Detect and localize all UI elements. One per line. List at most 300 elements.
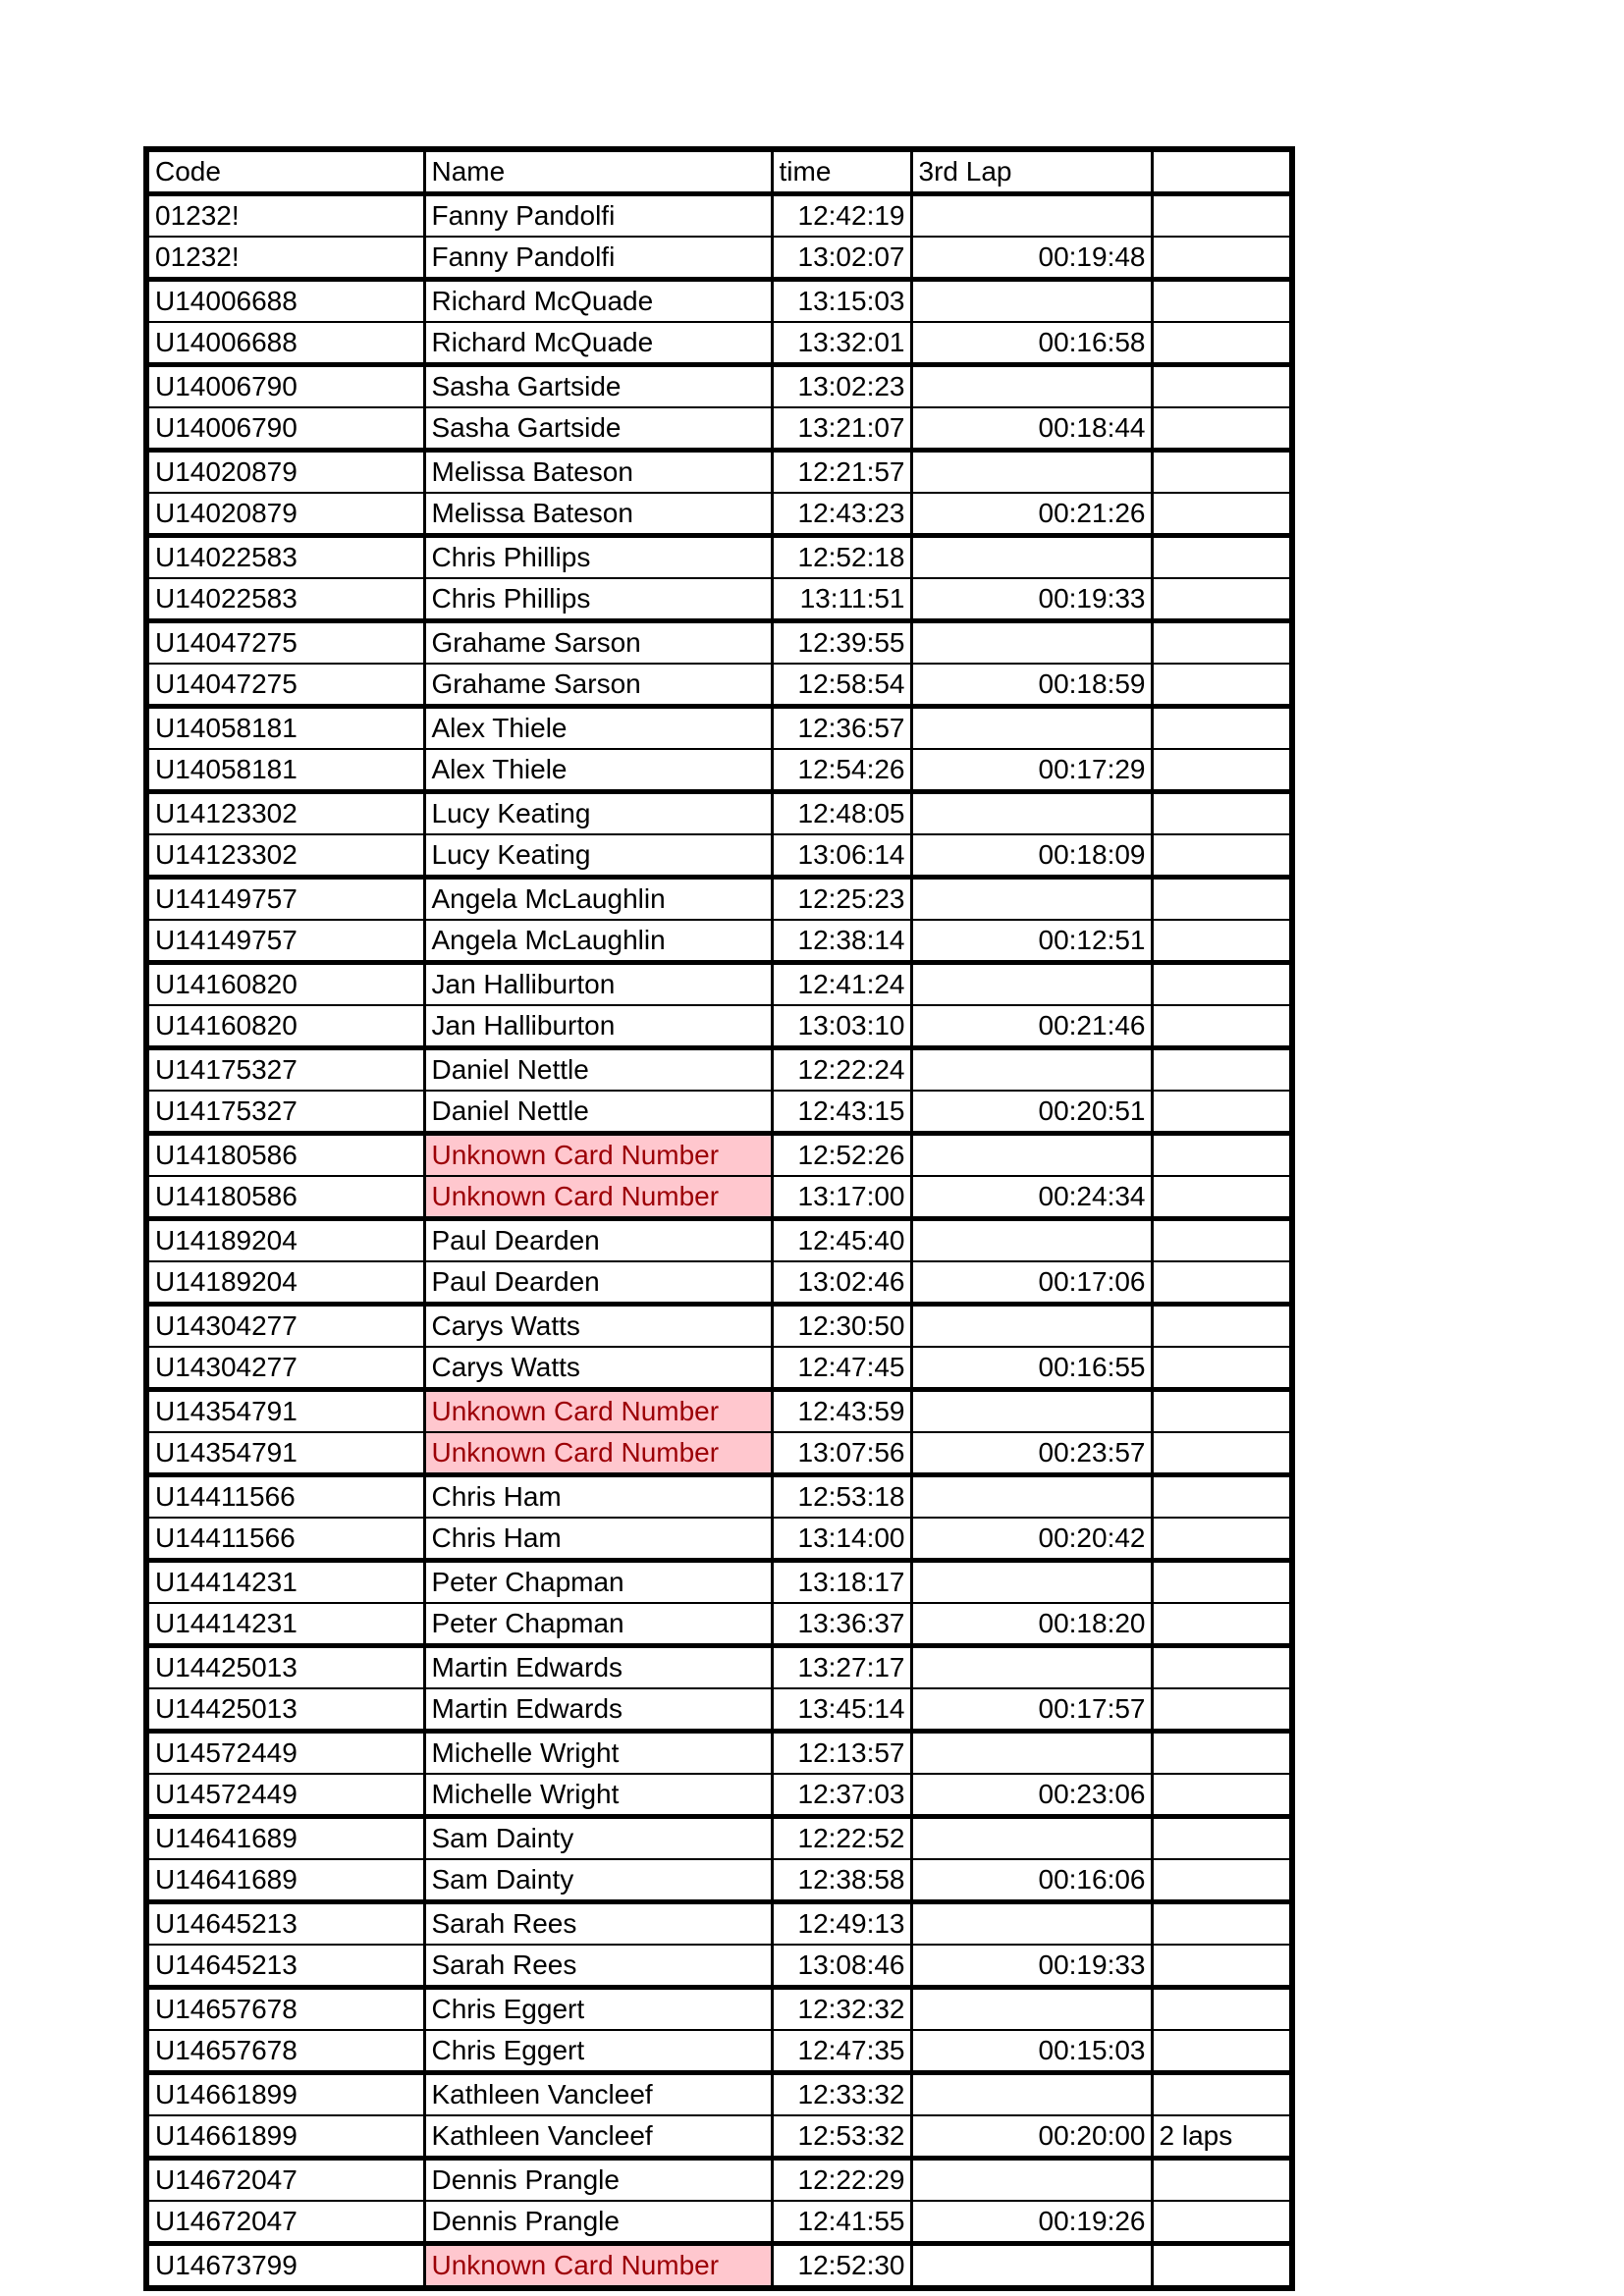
code-cell: U14047275 [146, 664, 424, 707]
lap3-cell [911, 707, 1152, 750]
time-cell: 12:47:35 [772, 2030, 911, 2073]
lap3-cell: 00:21:26 [911, 493, 1152, 536]
code-cell: U14006688 [146, 322, 424, 365]
table-row [146, 2073, 1292, 2116]
code-cell: U14425013 [146, 1646, 424, 1689]
table-row [146, 834, 1292, 878]
column-header-3rd-lap: 3rd Lap [911, 149, 1152, 194]
note-cell [1152, 1305, 1292, 1348]
lap3-cell: 00:16:55 [911, 1347, 1152, 1390]
note-cell [1152, 1176, 1292, 1219]
note-cell [1152, 451, 1292, 494]
time-cell: 12:54:26 [772, 749, 911, 792]
table-row [146, 1518, 1292, 1561]
code-cell: U14149757 [146, 878, 424, 921]
code-cell: U14657678 [146, 1988, 424, 2031]
note-cell [1152, 1005, 1292, 1048]
lap3-cell [911, 536, 1152, 579]
name-cell: Sasha Gartside [424, 407, 772, 451]
table-row [146, 1945, 1292, 1988]
code-cell: U14572449 [146, 1774, 424, 1817]
note-cell [1152, 1774, 1292, 1817]
column-header-note [1152, 149, 1292, 194]
name-cell: Martin Edwards [424, 1688, 772, 1732]
lap3-cell: 00:16:06 [911, 1859, 1152, 1902]
lap3-cell: 00:21:46 [911, 1005, 1152, 1048]
lap3-cell: 00:12:51 [911, 920, 1152, 963]
table-row [146, 1048, 1292, 1092]
name-cell: Unknown Card Number [424, 1390, 772, 1433]
time-cell: 13:45:14 [772, 1688, 911, 1732]
time-cell: 12:53:18 [772, 1475, 911, 1519]
lap3-cell: 00:20:42 [911, 1518, 1152, 1561]
table-body [146, 194, 1292, 2289]
name-cell: Alex Thiele [424, 749, 772, 792]
note-cell [1152, 322, 1292, 365]
name-cell: Dennis Prangle [424, 2201, 772, 2244]
code-cell: U14022583 [146, 578, 424, 621]
time-cell: 13:32:01 [772, 322, 911, 365]
code-cell: U14645213 [146, 1945, 424, 1988]
lap3-cell [911, 1988, 1152, 2031]
name-cell: Grahame Sarson [424, 664, 772, 707]
name-cell: Paul Dearden [424, 1261, 772, 1305]
code-cell: U14160820 [146, 1005, 424, 1048]
note-cell [1152, 1603, 1292, 1646]
time-cell: 12:45:40 [772, 1219, 911, 1262]
code-cell: U14123302 [146, 834, 424, 878]
note-cell [1152, 2201, 1292, 2244]
note-cell [1152, 834, 1292, 878]
note-cell [1152, 2244, 1292, 2289]
code-cell: U14411566 [146, 1518, 424, 1561]
name-cell: Chris Ham [424, 1475, 772, 1519]
name-cell: Alex Thiele [424, 707, 772, 750]
table-row [146, 493, 1292, 536]
time-cell: 12:22:29 [772, 2159, 911, 2202]
name-cell: Richard McQuade [424, 322, 772, 365]
column-header-time: time [772, 149, 911, 194]
name-cell: Kathleen Vancleef [424, 2115, 772, 2159]
note-cell [1152, 1859, 1292, 1902]
lap3-cell: 00:17:06 [911, 1261, 1152, 1305]
code-cell: U14022583 [146, 536, 424, 579]
table-row [146, 1475, 1292, 1519]
code-cell: U14414231 [146, 1561, 424, 1604]
note-cell [1152, 963, 1292, 1006]
lap3-cell [911, 1305, 1152, 1348]
note-cell [1152, 2030, 1292, 2073]
note-cell [1152, 1688, 1292, 1732]
note-cell [1152, 1390, 1292, 1433]
lap3-cell [911, 1732, 1152, 1775]
name-cell: Unknown Card Number [424, 1432, 772, 1475]
table-row [146, 1603, 1292, 1646]
table-row [146, 963, 1292, 1006]
name-cell: Richard McQuade [424, 280, 772, 323]
lap3-cell: 00:18:59 [911, 664, 1152, 707]
note-cell [1152, 1261, 1292, 1305]
note-cell [1152, 1091, 1292, 1134]
note-cell [1152, 1945, 1292, 1988]
code-cell: U14189204 [146, 1219, 424, 1262]
name-cell: Daniel Nettle [424, 1048, 772, 1092]
code-cell: U14180586 [146, 1134, 424, 1177]
code-cell: U14641689 [146, 1859, 424, 1902]
name-cell: Kathleen Vancleef [424, 2073, 772, 2116]
table-row [146, 536, 1292, 579]
lap3-cell: 00:15:03 [911, 2030, 1152, 2073]
table-row [146, 194, 1292, 238]
lap3-cell [911, 1219, 1152, 1262]
table-row [146, 920, 1292, 963]
note-cell [1152, 1048, 1292, 1092]
name-cell: Fanny Pandolfi [424, 237, 772, 280]
time-cell: 12:30:50 [772, 1305, 911, 1348]
name-cell: Carys Watts [424, 1305, 772, 1348]
note-cell [1152, 1561, 1292, 1604]
note-cell [1152, 365, 1292, 408]
lap3-cell: 00:17:57 [911, 1688, 1152, 1732]
time-cell: 13:14:00 [772, 1518, 911, 1561]
lap3-cell: 00:18:09 [911, 834, 1152, 878]
table-row [146, 451, 1292, 494]
lap3-cell [911, 1561, 1152, 1604]
name-cell: Carys Watts [424, 1347, 772, 1390]
time-cell: 12:38:58 [772, 1859, 911, 1902]
name-cell: Unknown Card Number [424, 1134, 772, 1177]
time-cell: 13:21:07 [772, 407, 911, 451]
time-cell: 12:43:15 [772, 1091, 911, 1134]
note-cell [1152, 1475, 1292, 1519]
note-cell [1152, 194, 1292, 238]
name-cell: Paul Dearden [424, 1219, 772, 1262]
code-cell: U14058181 [146, 749, 424, 792]
lap3-cell [911, 451, 1152, 494]
note-cell [1152, 621, 1292, 665]
code-cell: U14572449 [146, 1732, 424, 1775]
lap3-cell [911, 280, 1152, 323]
name-cell: Lucy Keating [424, 834, 772, 878]
lap3-cell: 00:20:51 [911, 1091, 1152, 1134]
table-row [146, 792, 1292, 835]
table-row [146, 1219, 1292, 1262]
note-cell [1152, 493, 1292, 536]
table-row [146, 2159, 1292, 2202]
code-cell: U14189204 [146, 1261, 424, 1305]
lap3-cell [911, 194, 1152, 238]
code-cell: U14672047 [146, 2201, 424, 2244]
code-cell: U14414231 [146, 1603, 424, 1646]
note-cell [1152, 749, 1292, 792]
name-cell: Michelle Wright [424, 1732, 772, 1775]
note-cell [1152, 2073, 1292, 2116]
time-cell: 13:02:07 [772, 237, 911, 280]
code-cell: 01232! [146, 194, 424, 238]
code-cell: U14672047 [146, 2159, 424, 2202]
table-row [146, 1390, 1292, 1433]
name-cell: Lucy Keating [424, 792, 772, 835]
table-row [146, 578, 1292, 621]
column-header-code: Code [146, 149, 424, 194]
time-cell: 13:03:10 [772, 1005, 911, 1048]
note-cell [1152, 578, 1292, 621]
time-cell: 12:52:30 [772, 2244, 911, 2289]
time-cell: 12:36:57 [772, 707, 911, 750]
table-row [146, 1988, 1292, 2031]
note-cell [1152, 407, 1292, 451]
lap3-cell: 00:17:29 [911, 749, 1152, 792]
note-cell [1152, 1732, 1292, 1775]
time-cell: 12:38:14 [772, 920, 911, 963]
table-row [146, 1305, 1292, 1348]
note-cell [1152, 1817, 1292, 1860]
time-cell: 12:47:45 [772, 1347, 911, 1390]
code-cell: U14657678 [146, 2030, 424, 2073]
time-cell: 12:33:32 [772, 2073, 911, 2116]
lap3-cell: 00:19:33 [911, 1945, 1152, 1988]
code-cell: U14425013 [146, 1688, 424, 1732]
lap3-cell: 00:19:48 [911, 237, 1152, 280]
code-cell: U14020879 [146, 493, 424, 536]
lap3-cell: 00:23:57 [911, 1432, 1152, 1475]
name-cell: Grahame Sarson [424, 621, 772, 665]
name-cell: Melissa Bateson [424, 493, 772, 536]
lap3-cell [911, 1390, 1152, 1433]
lap3-cell [911, 621, 1152, 665]
code-cell: U14006790 [146, 365, 424, 408]
lap3-cell [911, 963, 1152, 1006]
lap3-cell: 00:24:34 [911, 1176, 1152, 1219]
name-cell: Chris Phillips [424, 536, 772, 579]
code-cell: U14149757 [146, 920, 424, 963]
name-cell: Unknown Card Number [424, 1176, 772, 1219]
name-cell: Sarah Rees [424, 1902, 772, 1946]
table-row [146, 1902, 1292, 1946]
table-row [146, 1561, 1292, 1604]
table-row [146, 1432, 1292, 1475]
lap3-cell: 00:19:26 [911, 2201, 1152, 2244]
time-cell: 13:08:46 [772, 1945, 911, 1988]
table-row [146, 749, 1292, 792]
note-cell: 2 laps [1152, 2115, 1292, 2159]
note-cell [1152, 1347, 1292, 1390]
note-cell [1152, 536, 1292, 579]
table-row [146, 1091, 1292, 1134]
code-cell: U14006790 [146, 407, 424, 451]
time-cell: 12:48:05 [772, 792, 911, 835]
name-cell: Chris Ham [424, 1518, 772, 1561]
code-cell: U14160820 [146, 963, 424, 1006]
note-cell [1152, 664, 1292, 707]
name-cell: Sam Dainty [424, 1859, 772, 1902]
lap3-cell [911, 1902, 1152, 1946]
name-cell: Angela McLaughlin [424, 878, 772, 921]
time-cell: 13:36:37 [772, 1603, 911, 1646]
lap3-cell: 00:18:20 [911, 1603, 1152, 1646]
table-row [146, 1134, 1292, 1177]
lap3-cell: 00:19:33 [911, 578, 1152, 621]
lap3-cell [911, 365, 1152, 408]
time-cell: 12:22:24 [772, 1048, 911, 1092]
lap3-cell [911, 878, 1152, 921]
table-row [146, 707, 1292, 750]
table-row [146, 1774, 1292, 1817]
time-cell: 13:02:46 [772, 1261, 911, 1305]
lap3-cell [911, 792, 1152, 835]
table-row [146, 1646, 1292, 1689]
code-cell: U14058181 [146, 707, 424, 750]
code-cell: U14175327 [146, 1091, 424, 1134]
table-row [146, 2115, 1292, 2159]
time-cell: 12:53:32 [772, 2115, 911, 2159]
time-cell: 13:06:14 [772, 834, 911, 878]
time-cell: 13:27:17 [772, 1646, 911, 1689]
lap3-cell [911, 1817, 1152, 1860]
name-cell: Sasha Gartside [424, 365, 772, 408]
code-cell: U14175327 [146, 1048, 424, 1092]
name-cell: Peter Chapman [424, 1561, 772, 1604]
table-row [146, 621, 1292, 665]
table-row [146, 878, 1292, 921]
name-cell: Peter Chapman [424, 1603, 772, 1646]
note-cell [1152, 878, 1292, 921]
note-cell [1152, 2159, 1292, 2202]
code-cell: U14354791 [146, 1390, 424, 1433]
time-cell: 12:39:55 [772, 621, 911, 665]
table-row [146, 664, 1292, 707]
time-cell: 12:49:13 [772, 1902, 911, 1946]
time-cell: 12:43:23 [772, 493, 911, 536]
time-cell: 12:52:26 [772, 1134, 911, 1177]
name-cell: Sam Dainty [424, 1817, 772, 1860]
code-cell: U14673799 [146, 2244, 424, 2289]
code-cell: U14123302 [146, 792, 424, 835]
time-cell: 12:58:54 [772, 664, 911, 707]
lap3-cell [911, 1475, 1152, 1519]
code-cell: U14645213 [146, 1902, 424, 1946]
table-row [146, 280, 1292, 323]
note-cell [1152, 1518, 1292, 1561]
code-cell: U14304277 [146, 1347, 424, 1390]
name-cell: Sarah Rees [424, 1945, 772, 1988]
name-cell: Angela McLaughlin [424, 920, 772, 963]
table-row [146, 1176, 1292, 1219]
name-cell: Chris Eggert [424, 2030, 772, 2073]
table-row [146, 2030, 1292, 2073]
note-cell [1152, 920, 1292, 963]
name-cell: Chris Phillips [424, 578, 772, 621]
lap3-cell [911, 1134, 1152, 1177]
time-cell: 13:18:17 [772, 1561, 911, 1604]
note-cell [1152, 1646, 1292, 1689]
column-header-name: Name [424, 149, 772, 194]
results-table [143, 146, 1295, 2291]
header-row [146, 149, 1292, 194]
table-row [146, 1347, 1292, 1390]
code-cell: U14180586 [146, 1176, 424, 1219]
code-cell: 01232! [146, 237, 424, 280]
code-cell: U14661899 [146, 2073, 424, 2116]
table-row [146, 322, 1292, 365]
time-cell: 13:07:56 [772, 1432, 911, 1475]
code-cell: U14354791 [146, 1432, 424, 1475]
table-header [146, 149, 1292, 194]
table-row [146, 1732, 1292, 1775]
code-cell: U14006688 [146, 280, 424, 323]
time-cell: 12:41:24 [772, 963, 911, 1006]
lap3-cell: 00:18:44 [911, 407, 1152, 451]
lap3-cell [911, 2244, 1152, 2289]
lap3-cell: 00:16:58 [911, 322, 1152, 365]
note-cell [1152, 792, 1292, 835]
time-cell: 12:41:55 [772, 2201, 911, 2244]
time-cell: 13:11:51 [772, 578, 911, 621]
time-cell: 13:02:23 [772, 365, 911, 408]
name-cell: Melissa Bateson [424, 451, 772, 494]
code-cell: U14304277 [146, 1305, 424, 1348]
table-row [146, 2244, 1292, 2289]
lap3-cell: 00:23:06 [911, 1774, 1152, 1817]
time-cell: 13:17:00 [772, 1176, 911, 1219]
name-cell: Daniel Nettle [424, 1091, 772, 1134]
time-cell: 12:52:18 [772, 536, 911, 579]
note-cell [1152, 280, 1292, 323]
lap3-cell [911, 1048, 1152, 1092]
time-cell: 12:42:19 [772, 194, 911, 238]
name-cell: Unknown Card Number [424, 2244, 772, 2289]
code-cell: U14047275 [146, 621, 424, 665]
table-row [146, 1817, 1292, 1860]
code-cell: U14411566 [146, 1475, 424, 1519]
code-cell: U14641689 [146, 1817, 424, 1860]
lap3-cell: 00:20:00 [911, 2115, 1152, 2159]
time-cell: 12:43:59 [772, 1390, 911, 1433]
name-cell: Chris Eggert [424, 1988, 772, 2031]
time-cell: 12:13:57 [772, 1732, 911, 1775]
name-cell: Martin Edwards [424, 1646, 772, 1689]
note-cell [1152, 1902, 1292, 1946]
table-row [146, 1261, 1292, 1305]
lap3-cell [911, 2073, 1152, 2116]
table-row [146, 1859, 1292, 1902]
note-cell [1152, 1432, 1292, 1475]
note-cell [1152, 237, 1292, 280]
note-cell [1152, 1219, 1292, 1262]
name-cell: Jan Halliburton [424, 963, 772, 1006]
code-cell: U14020879 [146, 451, 424, 494]
table-row [146, 407, 1292, 451]
lap3-cell [911, 1646, 1152, 1689]
time-cell: 12:22:52 [772, 1817, 911, 1860]
time-cell: 13:15:03 [772, 280, 911, 323]
note-cell [1152, 1134, 1292, 1177]
name-cell: Dennis Prangle [424, 2159, 772, 2202]
time-cell: 12:37:03 [772, 1774, 911, 1817]
table-row [146, 237, 1292, 280]
note-cell [1152, 1988, 1292, 2031]
table-row [146, 1688, 1292, 1732]
code-cell: U14661899 [146, 2115, 424, 2159]
note-cell [1152, 707, 1292, 750]
name-cell: Michelle Wright [424, 1774, 772, 1817]
name-cell: Fanny Pandolfi [424, 194, 772, 238]
time-cell: 12:32:32 [772, 1988, 911, 2031]
table-row [146, 2201, 1292, 2244]
table-row [146, 365, 1292, 408]
time-cell: 12:21:57 [772, 451, 911, 494]
time-cell: 12:25:23 [772, 878, 911, 921]
